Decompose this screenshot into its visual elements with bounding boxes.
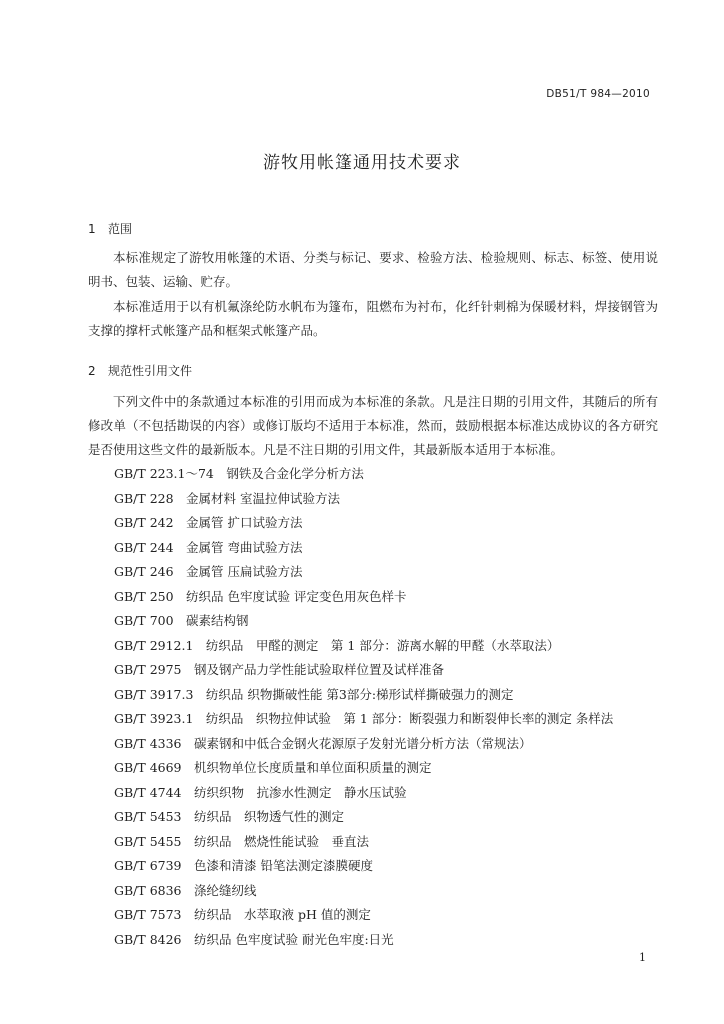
reference-item: GB/T 5455 纺织品 燃烧性能试验 垂直法 — [114, 833, 370, 849]
reference-item: GB/T 223.1～74 钢铁及合金化学分析方法 — [114, 466, 364, 481]
section-title: 范围 — [108, 222, 133, 236]
document-title: 游牧用帐篷通用技术要求 — [263, 153, 461, 173]
reference-item: GB/T 4744 纺织织物 抗渗水性测定 静水压试验 — [114, 784, 407, 800]
reference-list — [114, 462, 613, 952]
reference-item: GB/T 8426 纺织品 色牢度试验 耐光色牢度:日光 — [114, 931, 394, 947]
section-title: 规范性引用文件 — [108, 364, 193, 378]
standard-code: DB51/T 984—2010 — [546, 88, 650, 100]
reference-item: GB/T 4336 碳素钢和中低合金钢火花源原子发射光谱分析方法（常规法） — [114, 735, 532, 751]
reference-item: GB/T 246 金属管 压扁试验方法 — [114, 564, 303, 579]
reference-item: GB/T 700 碳素结构钢 — [114, 613, 249, 628]
reference-item: GB/T 3923.1 纺织品 织物拉伸试验 第 1 部分：断裂强力和断裂伸长率的测定 条样法 — [114, 711, 614, 726]
reference-item: GB/T 2912.1 纺织品 甲醛的测定 第 1 部分：游离水解的甲醛（水萃取法） — [114, 637, 560, 653]
reference-item: GB/T 5453 纺织品 织物透气性的测定 — [114, 809, 345, 824]
reference-item: GB/T 244 金属管 弯曲试验方法 — [114, 539, 303, 555]
section-number: 1 — [88, 222, 96, 236]
scope-paragraph-2: 本标准适用于以有机氟涤纶防水帆布为篷布，阻燃布为衬布，化纤针刺棉为保暖材料，焊接钢管为支撑的撑杆式帐篷产品和框架式帐篷产品。 — [88, 299, 658, 338]
reference-item: GB/T 6836 涤纶缝纫线 — [114, 882, 257, 898]
reference-item: GB/T 228 金属材料 室温拉伸试验方法 — [114, 490, 341, 506]
reference-item: GB/T 4669 机织物单位长度质量和单位面积质量的测定 — [114, 760, 432, 775]
reference-item: GB/T 6739 色漆和清漆 铅笔法测定漆膜硬度 — [114, 858, 373, 873]
reference-item: GB/T 250 纺织品 色牢度试验 评定变色用灰色样卡 — [114, 588, 407, 604]
references-intro-paragraph: 下列文件中的条款通过本标准的引用而成为本标准的条款。凡是注日期的引用文件，其随后的所有修改单（不包括勘误的内容）或修订版均不适用于本标准，然而，鼓励根据本标准达成协议的各方研究是否使用这些文件的最新版本。凡是不注日期的引用文件，其最新版本适用于本标准。 — [88, 394, 658, 457]
section-number: 2 — [88, 364, 96, 378]
page-number: 1 — [639, 951, 646, 964]
scope-paragraph-1: 本标准规定了游牧用帐篷的术语、分类与标记、要求、检验方法、检验规则、标志、标签、使用说明书、包装、运输、贮存。 — [88, 250, 658, 289]
section-heading-normative-references — [88, 362, 192, 379]
reference-item: GB/T 3917.3 纺织品 织物撕破性能 第3部分:梯形试样撕破强力的测定 — [114, 686, 514, 702]
reference-item: GB/T 242 金属管 扩口试验方法 — [114, 515, 303, 530]
section-heading-scope — [88, 220, 132, 237]
reference-item: GB/T 2975 钢及钢产品力学性能试验取样位置及试样准备 — [114, 662, 445, 677]
reference-item: GB/T 7573 纺织品 水萃取液 pH 值的测定 — [114, 907, 371, 922]
